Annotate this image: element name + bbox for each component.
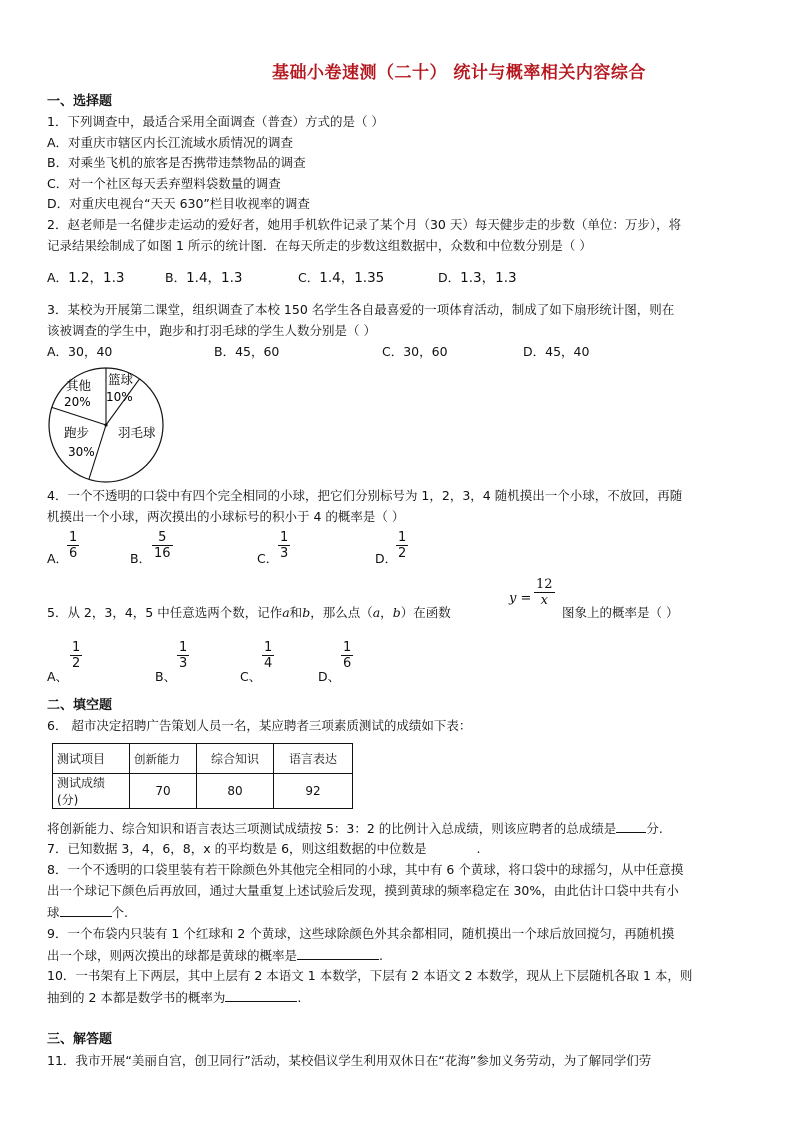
q5-option-a-fraction <box>70 640 82 671</box>
q5-option-d-label[interactable]: D、 <box>318 669 341 684</box>
q2-option-b-label: B． <box>165 270 187 285</box>
q3-option-b[interactable]: B．45，60 <box>214 344 280 359</box>
pie-pct-running: 30% <box>68 445 95 459</box>
q8-end: 个. <box>111 905 128 920</box>
q6-stem: 6． 超市决定招聘广告策划人员一名，某应聘者三项素质测试的成绩如下表： <box>47 718 472 733</box>
q5-text-4: 图象上的概率是（ ） <box>562 605 679 620</box>
q11-line-1: 11．我市开展“美丽自宫，创卫同行”活动，某校倡议学生利用双休日在“花海”参加义务劳动，为了解同学们劳 <box>47 1053 652 1068</box>
q10-line-1: 10．一书架有上下两层，其中上层有 2 本语文 1 本数学，下层有 2 本语文 2 本数学，现从上下层随机各取 1 本，则 <box>47 968 693 983</box>
pie-label-basketball: 篮球 <box>108 372 134 387</box>
fraction-denominator: 6 <box>343 656 352 671</box>
fraction-denominator: x <box>540 593 548 608</box>
q8-answer-blank[interactable] <box>60 902 112 917</box>
q4-option-d-fraction <box>396 530 408 561</box>
q7-end: . <box>476 841 481 856</box>
q9-line-2 <box>47 945 383 966</box>
fraction-denominator: 6 <box>69 546 78 561</box>
section-heading-answer: 三、解答题 <box>47 1032 113 1047</box>
pie-label-running: 跑步 <box>64 425 90 440</box>
fraction-numerator: 1 <box>280 530 289 545</box>
table-row <box>53 774 353 809</box>
q4-option-c-label[interactable]: C． <box>257 551 279 566</box>
table-header-cell: 创新能力 <box>130 744 197 774</box>
q4-option-b-label[interactable]: B． <box>130 551 152 566</box>
q8-text-3: 球 <box>47 905 60 920</box>
q2-line-1: 2．赵老师是一名健步走运动的爱好者，她用手机软件记录了某个月（30 天）每天健步走的步数（单位：万步），将 <box>47 217 682 232</box>
q5-option-a-label[interactable]: A、 <box>47 669 69 684</box>
pie-label-badminton: 羽毛球 <box>118 425 156 440</box>
fraction-numerator: 1 <box>264 640 273 655</box>
q3-option-c[interactable]: C．30，60 <box>382 344 448 359</box>
q5-option-c-label[interactable]: C、 <box>240 669 262 684</box>
q5-func-y: y = <box>509 591 532 606</box>
fraction-denominator: 4 <box>264 656 273 671</box>
pie-chart <box>44 364 174 488</box>
fraction-denominator: 3 <box>179 656 188 671</box>
fraction-denominator: 3 <box>280 546 289 561</box>
q2-option-c[interactable] <box>298 268 384 288</box>
q1-stem: 1．下列调查中，最适合采用全面调查（普查）方式的是（ ） <box>47 114 384 129</box>
fraction-numerator: 1 <box>179 640 188 655</box>
q6-answer-blank[interactable] <box>616 818 646 833</box>
fraction-numerator: 12 <box>536 577 553 592</box>
q5-stem <box>47 603 451 623</box>
q5-option-c-fraction <box>262 640 274 671</box>
q6-score-table <box>52 743 353 809</box>
table-cell: 70 <box>130 774 197 809</box>
q2-option-b-value: 1.4，1.3 <box>186 270 243 286</box>
q5-comma: ， <box>380 605 393 620</box>
q6-after-text: 将创新能力、综合知识和语言表达三项测试成绩按 5：3：2 的比例计入总成绩，则该应聘者的总成绩是 <box>47 821 617 836</box>
q3-option-a[interactable]: A．30，40 <box>47 344 113 359</box>
pie-label-other: 其他 <box>66 378 92 393</box>
fraction-numerator: 1 <box>72 640 81 655</box>
q5-point-a: a <box>372 605 381 620</box>
q5-func-fraction <box>534 577 555 608</box>
q4-option-a-label[interactable]: A． <box>47 551 69 566</box>
q7-line <box>47 839 481 859</box>
table-header-cell: 综合知识 <box>197 744 274 774</box>
q6-after-line <box>47 818 663 839</box>
q2-option-a-value: 1.2，1.3 <box>68 270 125 286</box>
q4-option-c-fraction <box>278 530 290 561</box>
q3-line-1: 3．某校为开展第二课堂，组织调查了本校 150 名学生各自最喜爱的一项体育活动，制成了如下扇形统计图，则在 <box>47 302 675 317</box>
q1-option-c[interactable]: C．对一个社区每天丢弃塑料袋数量的调查 <box>47 176 281 191</box>
q5-text-1: 5．从 2，3，4，5 中任意选两个数，记作 <box>47 605 283 620</box>
q5-var-b: b <box>302 605 311 620</box>
fraction-denominator: 16 <box>154 546 171 561</box>
table-cell: 测试成绩(分) <box>53 774 130 809</box>
q4-line-2: 机摸出一个小球，两次摸出的小球标号的积小于 4 的概率是（ ） <box>47 509 405 524</box>
q5-point-b: b <box>392 605 401 620</box>
q3-option-d[interactable]: D．45，40 <box>523 344 590 359</box>
q10-line-2 <box>47 987 301 1008</box>
q1-option-a[interactable]: A．对重庆市辖区内长江流域水质情况的调查 <box>47 135 294 150</box>
table-cell: 92 <box>274 774 353 809</box>
pie-pct-basketball: 10% <box>106 390 133 404</box>
q5-option-b-fraction <box>177 640 189 671</box>
q2-line-2: 记录结果绘制成了如图 1 所示的统计图．在每天所走的步数这组数据中，众数和中位数分别是（ ） <box>47 238 592 253</box>
q6-unit: 分. <box>646 821 663 836</box>
q9-text-2: 出一个球，则两次摸出的球都是黄球的概率是 <box>47 948 298 963</box>
q2-option-d[interactable] <box>438 268 517 288</box>
q8-line-2: 出一个球记下颜色后再放回，通过大量重复上述试验后发现，摸到黄球的频率稳定在 30%，由此估计口袋中共有小 <box>47 883 679 898</box>
q2-option-a-label: A． <box>47 270 69 285</box>
q7-answer-blank[interactable] <box>427 839 477 853</box>
q10-text-2: 抽到的 2 本都是数学书的概率为 <box>47 990 226 1005</box>
q4-option-d-label[interactable]: D． <box>375 551 398 566</box>
q7-text: 7．已知数据 3，4，6，8，x 的平均数是 6，则这组数据的中位数是 <box>47 841 427 856</box>
q2-option-c-value: 1.4，1.35 <box>319 270 385 286</box>
q5-text-2: ，那么点（ <box>310 605 373 620</box>
table-header-cell: 语言表达 <box>274 744 353 774</box>
q4-option-a-fraction <box>67 530 79 561</box>
q8-line-1: 8．一个不透明的口袋里装有若干除颜色外其他完全相同的小球，其中有 6 个黄球，将口袋中的球摇匀，从中任意摸 <box>47 862 684 877</box>
q1-option-b[interactable]: B．对乘坐飞机的旅客是否携带违禁物品的调查 <box>47 155 306 170</box>
fraction-numerator: 1 <box>69 530 78 545</box>
q2-option-d-value: 1.3，1.3 <box>460 270 517 286</box>
section-heading-fill: 二、填空题 <box>47 698 113 713</box>
q10-end: . <box>297 990 302 1005</box>
table-header-cell: 测试项目 <box>53 744 130 774</box>
q4-option-b-fraction <box>152 530 173 561</box>
q9-answer-blank[interactable] <box>297 945 379 960</box>
fraction-denominator: 2 <box>398 546 407 561</box>
q9-end: . <box>379 948 383 963</box>
fraction-denominator: 2 <box>72 656 81 671</box>
q2-option-a[interactable] <box>47 268 125 288</box>
q5-option-d-fraction <box>341 640 353 671</box>
q2-option-c-label: C． <box>298 270 320 285</box>
q5-and: 和 <box>289 605 303 620</box>
pie-center <box>104 423 107 426</box>
q3-line-2: 该被调查的学生中，跑步和打羽毛球的学生人数分别是（ ） <box>47 323 376 338</box>
table-row <box>53 744 353 774</box>
pie-pct-other: 20% <box>64 395 91 409</box>
section-heading-choice: 一、选择题 <box>47 94 113 109</box>
q2-option-d-label: D． <box>438 270 461 285</box>
q5-text-3: ）在函数 <box>400 605 451 620</box>
q5-option-b-label[interactable]: B、 <box>155 669 177 684</box>
fraction-numerator: 1 <box>398 530 407 545</box>
q8-line-3 <box>47 902 128 923</box>
q4-line-1: 4．一个不透明的口袋中有四个完全相同的小球，把它们分别标号为 1，2，3，4 随机摸出一个小球，不放回，再随 <box>47 488 683 503</box>
table-cell: 80 <box>197 774 274 809</box>
fraction-numerator: 1 <box>343 640 352 655</box>
q9-line-1: 9．一个布袋内只装有 1 个红球和 2 个黄球，这些球除颜色外其余都相同，随机摸出一个球后放回搅匀，再随机摸 <box>47 926 675 941</box>
q10-answer-blank[interactable] <box>225 987 297 1002</box>
q1-option-d[interactable]: D．对重庆电视台“天天 630”栏目收视率的调查 <box>47 196 310 211</box>
page-title: 基础小卷速测（二十） 统计与概率相关内容综合 <box>272 63 646 83</box>
q5-var-a: a <box>282 605 290 620</box>
q2-option-b[interactable] <box>165 268 243 288</box>
fraction-numerator: 5 <box>158 530 167 545</box>
